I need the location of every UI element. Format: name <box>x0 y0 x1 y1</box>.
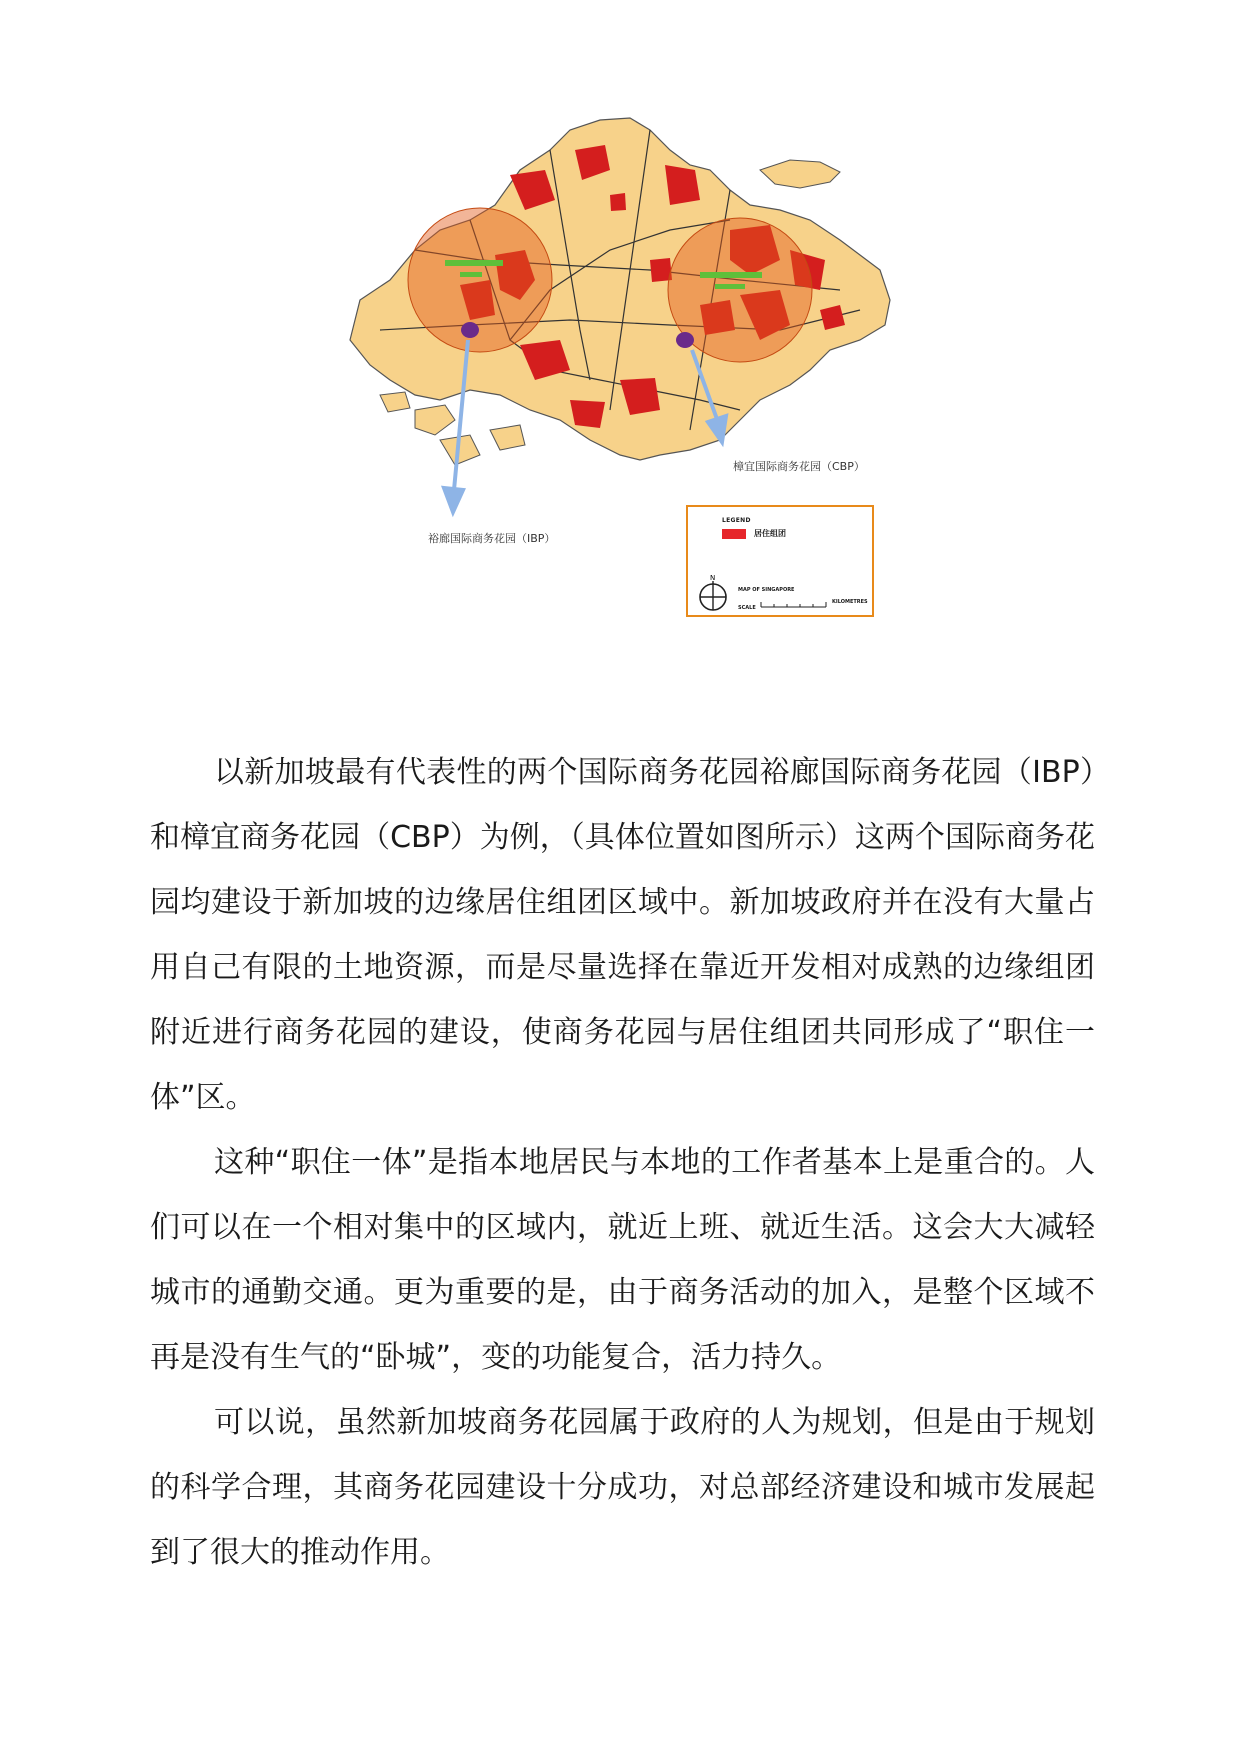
map-of-text: MAP OF SINGAPORE <box>738 587 795 593</box>
legend-swatch <box>722 529 746 539</box>
paragraph-2: 这种“职住一体”是指本地居民与本地的工作者基本上是重合的。人们可以在一个相对集中的区域内，就近上班、就近生活。这会大大减轻城市的通勤交通。更为重要的是，由于商务活动的加入，是整个区域不再是没有生气的“卧城”，变的功能复合，活力持久。 <box>150 1145 1095 1375</box>
cbp-area-mark <box>700 272 762 278</box>
ibp-site-marker <box>461 322 479 338</box>
paragraph-1: 以新加坡最有代表性的两个国际商务花园裕廊国际商务花园（IBP）和樟宜商务花园（CBP）为例，（具体位置如图所示）这两个国际商务花园均建设于新加坡的边缘居住组团区域中。新加坡政府并在没有大量占用自己有限的土地资源，而是尽量选择在靠近开发相对成熟的边缘组团附近进行商务花园的建设，使商务花园与居住组团共同形成了“职住一体”区。 <box>150 755 1095 1115</box>
paragraph-3: 可以说，虽然新加坡商务花园属于政府的人为规划，但是由于规划的科学合理，其商务花园建设十分成功，对总部经济建设和城市发展起到了很大的推动作用。 <box>150 1405 1095 1570</box>
cbp-site-marker <box>676 332 694 348</box>
cbp-area-mark-2 <box>715 284 745 289</box>
scale-bar <box>760 599 828 609</box>
compass-icon <box>696 573 730 613</box>
ibp-area-mark-2 <box>460 272 482 277</box>
scale-text: SCALE <box>738 605 756 611</box>
legend-title: LEGEND <box>722 517 751 524</box>
ibp-catchment-circle <box>408 208 552 352</box>
ibp-area-mark <box>445 260 503 266</box>
compass-letter: N <box>710 574 716 582</box>
body-text <box>150 740 1095 1585</box>
km-text: KILOMETRES <box>832 599 868 605</box>
map-legend <box>686 505 874 617</box>
ibp-label: 裕廊国际商务花园（IBP） <box>428 532 556 545</box>
cbp-label: 樟宜国际商务花园（CBP） <box>733 460 865 473</box>
legend-item-label: 居住组团 <box>754 529 786 538</box>
